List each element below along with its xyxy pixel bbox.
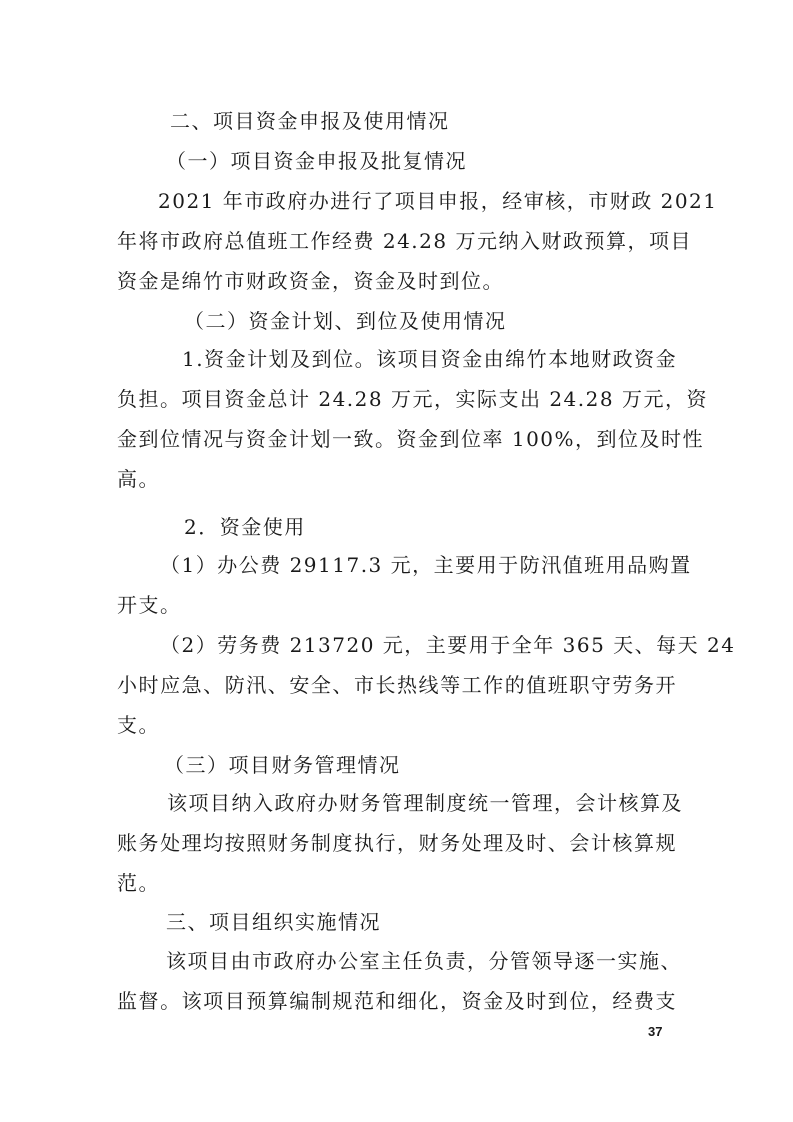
item-heading: 2．资金使用 [184, 515, 306, 539]
paragraph-line: 小时应急、防汛、安全、市长热线等工作的值班职守劳务开 [117, 673, 677, 697]
page-number: 37 [648, 1024, 663, 1039]
subsection-heading-2-2: （二）资金计划、到位及使用情况 [184, 309, 507, 333]
paragraph-line: 金到位情况与资金计划一致。资金到位率 100%，到位及时性 [117, 427, 705, 451]
paragraph-line: 年将市政府总值班工作经费 24.28 万元纳入财政预算，项目 [117, 229, 692, 253]
paragraph-line: 该项目由市政府办公室主任负责，分管领导逐一实施、 [166, 949, 682, 973]
paragraph-line: 开支。 [117, 593, 182, 617]
subsection-heading-2-1: （一）项目资金申报及批复情况 [166, 149, 467, 173]
paragraph-line: 范。 [117, 871, 160, 895]
paragraph-line: 监督。该项目预算编制规范和细化，资金及时到位，经费支 [117, 989, 677, 1013]
paragraph-line: 1.资金计划及到位。该项目资金由绵竹本地财政资金 [182, 347, 678, 371]
paragraph-line: 2021 年市政府办进行了项目申报，经审核，市财政 2021 [158, 189, 718, 213]
paragraph-line: 账务处理均按照财务制度执行，财务处理及时、会计核算规 [117, 831, 677, 855]
paragraph-line: 支。 [117, 713, 160, 737]
paragraph-line: （2）劳务费 213720 元，主要用于全年 365 天、每天 24 [160, 633, 736, 657]
paragraph-line: 负担。项目资金总计 24.28 万元，实际支出 24.28 万元，资 [117, 387, 708, 411]
subsection-heading-2-3: （三）项目财务管理情况 [164, 753, 401, 777]
paragraph-line: 该项目纳入政府办财务管理制度统一管理，会计核算及 [167, 791, 683, 815]
paragraph-line: （1）办公费 29117.3 元，主要用于防汛值班用品购置 [160, 553, 692, 577]
section-heading-3: 三、项目组织实施情况 [166, 910, 381, 934]
section-heading-2: 二、项目资金申报及使用情况 [170, 109, 450, 133]
paragraph-line: 高。 [117, 467, 160, 491]
paragraph-line: 资金是绵竹市财政资金，资金及时到位。 [117, 269, 504, 293]
